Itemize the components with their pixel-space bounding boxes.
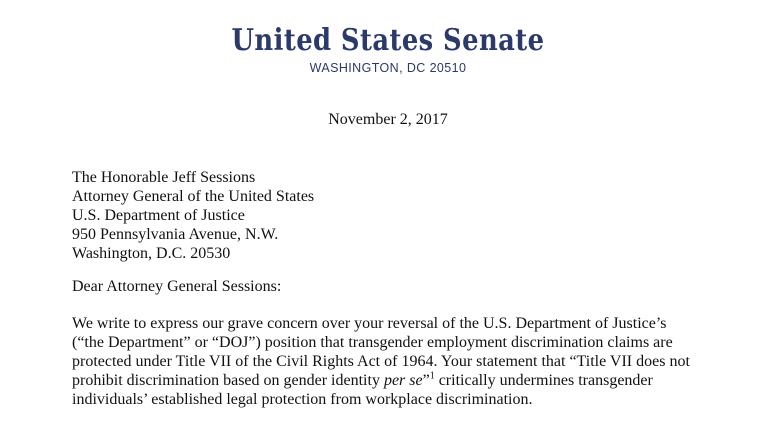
body-line (72, 371, 712, 390)
recipient-address-block (72, 168, 314, 263)
body-line: protected under Title VII of the Civil Rights Act of 1964. Your statement that “Title VII does not (72, 353, 690, 370)
recipient-line: Washington, D.C. 20530 (72, 245, 231, 262)
letter-date: November 2, 2017 (328, 111, 448, 128)
body-paragraph (72, 314, 712, 409)
body-line: individuals’ established legal protection from workplace discrimination. (72, 391, 533, 408)
recipient-line: 950 Pennsylvania Avenue, N.W. (72, 226, 279, 243)
recipient-line: Attorney General of the United States (72, 188, 315, 205)
letterhead (0, 24, 776, 75)
senate-address: WASHINGTON, DC 20510 (309, 61, 467, 75)
footnote-marker[interactable]: 1 (429, 370, 435, 382)
body-text: critically undermines transgender (434, 372, 653, 389)
recipient-line: U.S. Department of Justice (72, 207, 245, 224)
italic-phrase: per se (383, 372, 423, 389)
senate-title: United States Senate (231, 23, 545, 58)
body-line: (“the Department” or “DOJ”) position that transgender employment discrimination claims are (72, 334, 673, 351)
recipient-line: The Honorable Jeff Sessions (72, 169, 256, 186)
body-text: prohibit discrimination based on gender identity (72, 372, 384, 389)
body-line: We write to express our grave concern over your reversal of the U.S. Department of Justice’s (72, 315, 667, 332)
salutation: Dear Attorney General Sessions: (72, 278, 282, 295)
closing-quote: ” (422, 372, 430, 389)
